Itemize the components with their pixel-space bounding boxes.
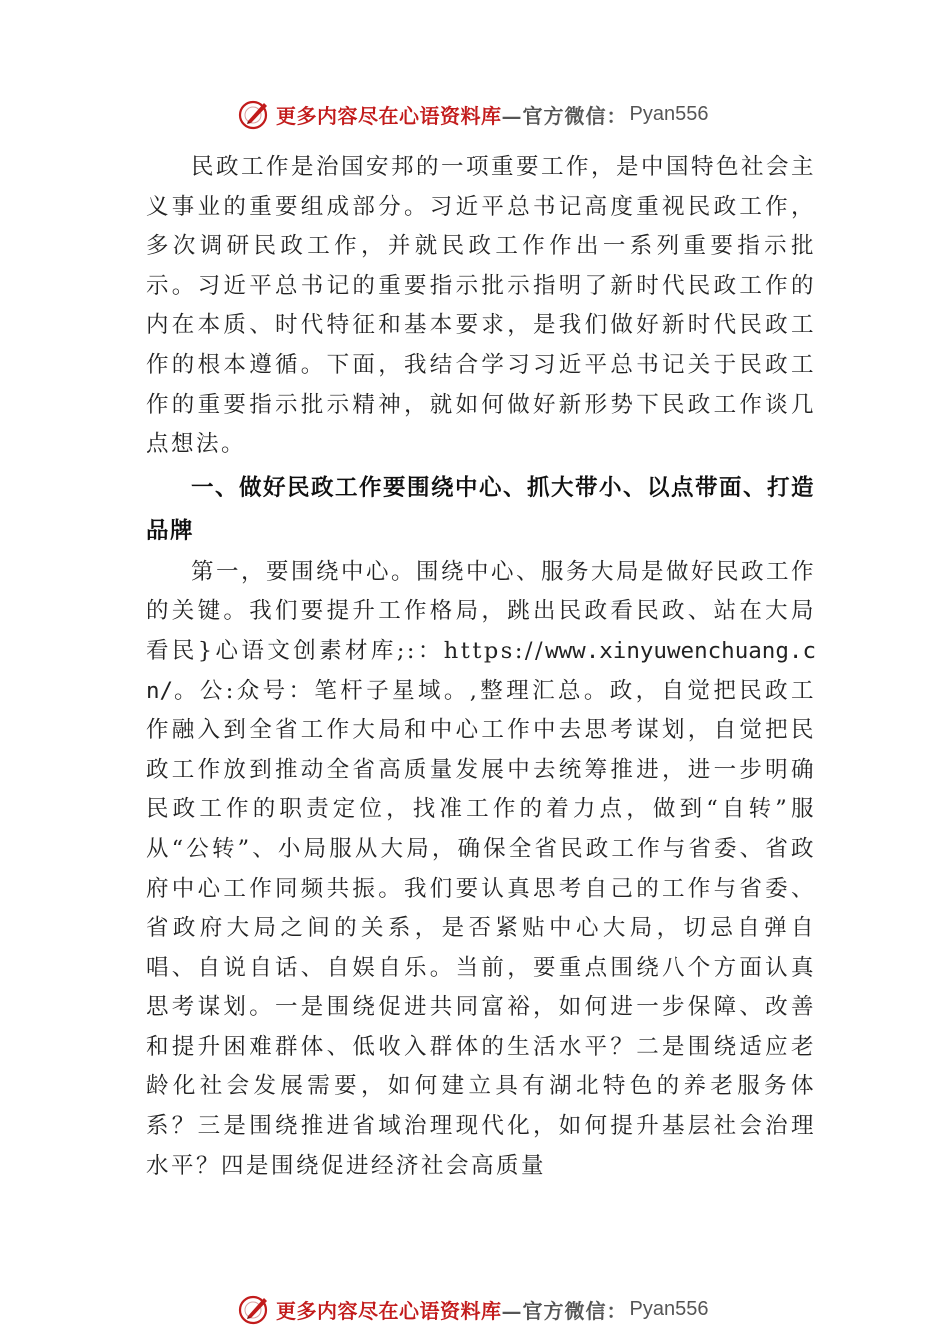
body-paragraph: [146, 553, 816, 1187]
body-text-part-b: 。公:众号：笔杆子星域。,整理汇总。政，自觉把民政工作融入到全省工作大局和中心工作中去思考谋划，自觉把民政工作放到推动全省高质量发展中去统筹推进，进一步明确民政工作的职责定位，找准工作的着力点，做到“自转”服从“公转”、小局服从大局，确保全省民政工作与省委、省政府中心工作同频共振。我们要认真思考自己的工作与省委、省政府大局之间的关系，是否紧贴中心大局，切忌自弹自唱、自说自话、自娱自乐。当前，要重点围绕八个方面认真思考谋划。一是围绕促进共同富裕，如何进一步保障、改善和提升困难群体、低收入群体的生活水平？二是围绕适应老龄化社会发展需要，如何建立具有湖北特色的养老服务体系？三是围绕推进省域治理现代化，如何提升基层社会治理水平？四是围绕促进经济社会高质量: [146, 677, 816, 1179]
document-body: [146, 148, 816, 1186]
watermark-wechat-id: Pyan556: [629, 102, 709, 125]
watermark-label: —官方微信：: [501, 103, 628, 128]
brush-pen-logo-icon: [238, 1292, 272, 1326]
watermark-wechat-id: Pyan556: [629, 1297, 709, 1320]
embedded-url: www.xinyuwenchuang.cn/: [146, 637, 816, 704]
body-text-part-a: 第一，要围绕中心。围绕中心、服务大局是做好民政工作的关键。我们要提升工作格局，跳出民政看民政、站在大局看民}心语文创素材库;:：https://: [146, 558, 817, 664]
watermark-brand: 更多内容尽在心语资料库: [276, 103, 502, 128]
watermark-label: —官方微信：: [501, 1298, 628, 1323]
header-watermark: [238, 96, 798, 132]
brush-pen-logo-icon: [238, 97, 272, 131]
section-heading: 一、做好民政工作要围绕中心、抓大带小、以点带面、打造品牌: [146, 474, 816, 544]
intro-paragraph: 民政工作是治国安邦的一项重要工作，是中国特色社会主义事业的重要组成部分。习近平总书记高度重视民政工作，多次调研民政工作，并就民政工作作出一系列重要指示批示。习近平总书记的重要指示批示指明了新时代民政工作的内在本质、时代特征和基本要求，是我们做好新时代民政工作的根本遵循。下面，我结合学习习近平总书记关于民政工作的重要指示批示精神，就如何做好新形势下民政工作谈几点想法。: [146, 154, 817, 458]
footer-watermark: [238, 1291, 798, 1327]
watermark-brand: 更多内容尽在心语资料库: [276, 1298, 502, 1323]
